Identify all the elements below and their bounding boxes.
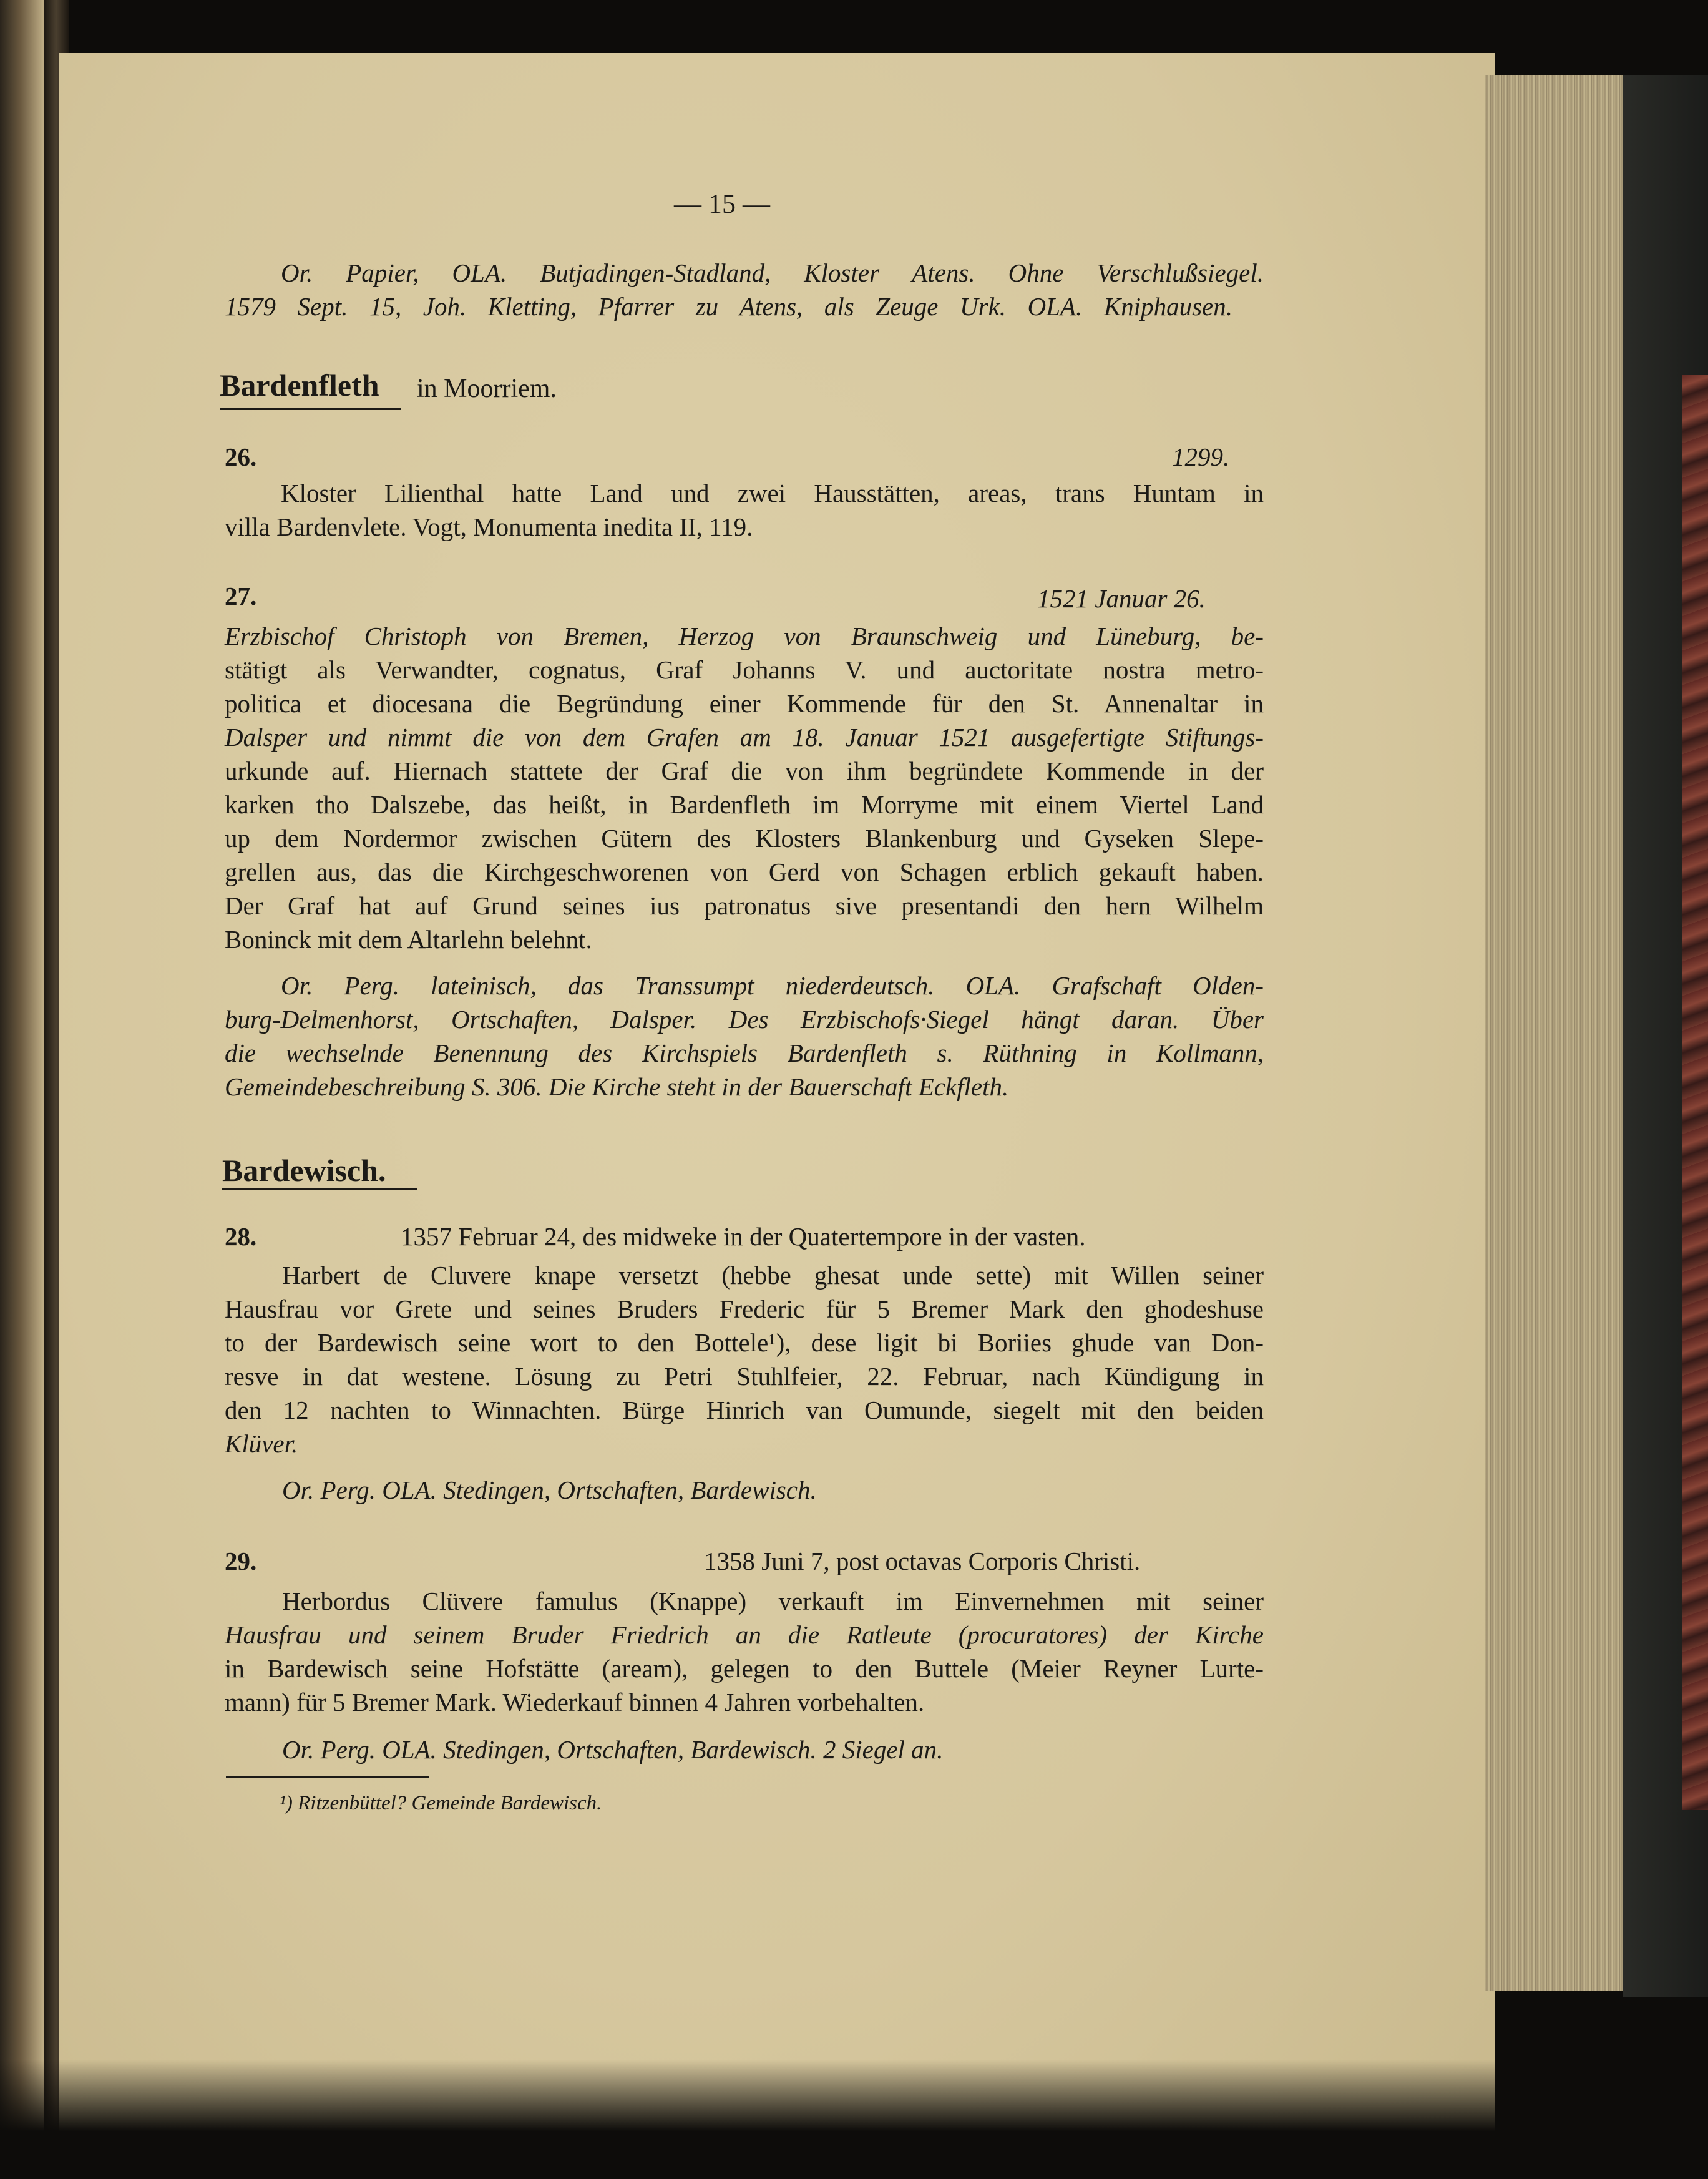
entry-26-line-2: villa Bardenvlete. Vogt, Monumenta inedita II, 119.: [225, 512, 753, 541]
heading-underline-2: [222, 1188, 417, 1190]
top-note-line-1: Or. Papier, OLA. Butjadingen-Stadland, Kloster Atens. Ohne Verschlußsiegel.: [281, 258, 1264, 287]
footnote-rule: [226, 1776, 429, 1778]
entry-29-source: Or. Perg. OLA. Stedingen, Ortschaften, Bardewisch. 2 Siegel an.: [282, 1735, 944, 1764]
section-heading-bardenfleth: Bardenfleth: [220, 368, 379, 403]
entry-28-date: 1357 Februar 24, des midweke in der Quatertempore in der vasten.: [401, 1222, 1086, 1251]
entry-29-line-4: mann) für 5 Bremer Mark. Wiederkauf binnen 4 Jahren vorbehalten.: [225, 1688, 925, 1716]
entry-28-line-4: resve in dat westene. Lösung zu Petri Stuhlfeier, 22. Februar, nach Kündigung in: [225, 1362, 1264, 1391]
top-note-line-2: 1579 Sept. 15, Joh. Kletting, Pfarrer zu Atens, als Zeuge Urk. OLA. Kniphausen.: [225, 292, 1232, 321]
entry-26-date: 1299.: [1172, 443, 1230, 471]
entry-27-source-3: die wechselnde Benennung des Kirchspiels Bardenfleth s. Rüthning in Kollmann,: [225, 1039, 1264, 1067]
footnote: ¹) Ritzenbüttel? Gemeinde Bardewisch.: [280, 1792, 602, 1814]
entry-27-number: 27.: [225, 582, 257, 610]
section-heading-bardewisch: Bardewisch.: [222, 1153, 386, 1188]
entry-29-number: 29.: [225, 1547, 257, 1575]
entry-26-line-1: Kloster Lilienthal hatte Land und zwei Hausstätten, areas, trans Huntam in: [281, 479, 1264, 507]
entry-27-line-8: grellen aus, das die Kirchgeschworenen von Gerd von Schagen erblich gekauft haben.: [225, 858, 1264, 886]
entry-28-number: 28.: [225, 1222, 257, 1251]
heading-underline: [220, 408, 401, 410]
entry-28-line-2: Hausfrau vor Grete und seines Bruders Frederic für 5 Bremer Mark den ghodeshuse: [225, 1295, 1264, 1323]
entry-27-source-1: Or. Perg. lateinisch, das Transsumpt niederdeutsch. OLA. Grafschaft Olden-: [281, 971, 1264, 1000]
entry-29-line-3: in Bardewisch seine Hofstätte (aream), gelegen to den Buttele (Meier Reyner Lurte-: [225, 1654, 1264, 1683]
entry-28-line-1: Harbert de Cluvere knape versetzt (hebbe ghesat unde sette) mit Willen seiner: [282, 1261, 1264, 1290]
section-heading-suffix: in Moorriem.: [417, 375, 557, 403]
entry-29-line-1: Herbordus Clüvere famulus (Knappe) verkauft im Einvernehmen mit seiner: [282, 1587, 1264, 1615]
marbled-edge: [1682, 375, 1708, 1810]
entry-27-line-1: Erzbischof Christoph von Bremen, Herzog von Braunschweig und Lüneburg, be-: [225, 622, 1264, 650]
entry-28-line-5: den 12 nachten to Winnachten. Bürge Hinrich van Oumunde, siegelt mit den beiden: [225, 1396, 1264, 1424]
entry-29-date: 1358 Juni 7, post octavas Corporis Christi.: [704, 1547, 1141, 1575]
entry-28-line-6: Klüver.: [225, 1429, 298, 1458]
entry-27-line-3: politica et diocesana die Begründung einer Kommende für den St. Annenaltar in: [225, 689, 1264, 718]
entry-26-number: 26.: [225, 443, 257, 471]
page-number: — 15 —: [674, 189, 770, 219]
entry-29-line-2: Hausfrau und seinem Bruder Friedrich an die Ratleute (procuratores) der Kirche: [225, 1620, 1264, 1649]
entry-27-date: 1521 Januar 26.: [1037, 584, 1206, 613]
entry-27-source-2: burg-Delmenhorst, Ortschaften, Dalsper. Des Erzbischofs·Siegel hängt daran. Über: [225, 1005, 1264, 1034]
entry-27-line-7: up dem Nordermor zwischen Gütern des Klosters Blankenburg und Gyseken Slepe-: [225, 824, 1264, 853]
background-shadow: [0, 2060, 1708, 2179]
entry-27-line-10: Boninck mit dem Altarlehn belehnt.: [225, 925, 592, 954]
entry-27-line-5: urkunde auf. Hiernach stattete der Graf die von ihm begründete Kommende in der: [225, 757, 1264, 785]
entry-27-line-6: karken tho Dalszebe, das heißt, in Bardenfleth im Morryme mit einem Viertel Land: [225, 790, 1264, 819]
entry-28-source: Or. Perg. OLA. Stedingen, Ortschaften, Bardewisch.: [282, 1476, 817, 1504]
entry-28-line-3: to der Bardewisch seine wort to den Bottele¹), dese ligit bi Boriies ghude van Don-: [225, 1328, 1264, 1357]
entry-27-line-2: stätigt als Verwandter, cognatus, Graf Johanns V. und auctoritate nostra metro-: [225, 655, 1264, 684]
entry-27-source-4: Gemeindebeschreibung S. 306. Die Kirche steht in der Bauerschaft Eckfleth.: [225, 1072, 1009, 1101]
entry-27-line-9: Der Graf hat auf Grund seines ius patronatus sive presentandi den hern Wilhelm: [225, 891, 1264, 920]
entry-27-line-4: Dalsper und nimmt die von dem Grafen am 18. Januar 1521 ausgefertigte Stiftungs-: [225, 723, 1264, 752]
page-edges: [1485, 75, 1623, 1991]
